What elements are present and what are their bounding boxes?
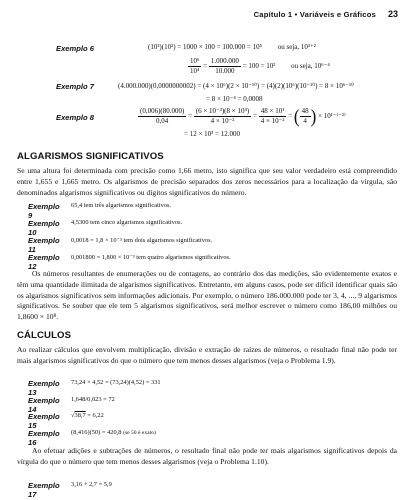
example-8-line1 (138, 107, 346, 126)
example-6-aside2: ou seja, 10⁶⁻⁴ (291, 62, 330, 71)
example-label: Exemplo 13 (28, 379, 60, 397)
example-note: (se 50 é exato) (123, 430, 156, 436)
numerator: 48 (301, 107, 309, 115)
numerator: 48 × 10¹ (259, 107, 287, 117)
example-label: Exemplo 12 (28, 253, 60, 271)
example-label: Exemplo 15 (28, 412, 60, 430)
radicand: 38,7 (74, 412, 86, 419)
equals: = (203, 62, 208, 71)
example-label: Exemplo 9 (28, 202, 60, 220)
chapter-title: Capítulo 1 • Variáveis e Gráficos (253, 10, 376, 19)
denominator: 10⁴ (190, 67, 200, 75)
running-header (0, 10, 404, 24)
example-8-tail: × 10¹⁻⁽⁻²⁾ (318, 112, 346, 121)
example-label: Exemplo 17 (28, 481, 60, 499)
example-6-eq1: (10³)(10²) = 1000 × 100 = 100.000 = 10⁵ (148, 43, 263, 51)
example-7-line1: (4.000.000)(0,0000000002) = (4 × 10⁶)(2 × 10⁻¹⁰) = (4)(2)(10⁶)(10⁻¹⁰) = 8 × 10⁶⁻¹⁰ (118, 82, 354, 90)
paragraph-calculations: Ao realizar cálculos que envolvem multiplicação, divisão e extração de raízes de números, o resultado final não pode ter mais algarismos significativos do que o número que tem menos desses algarismos (veja o Problema 1.9). (17, 345, 397, 365)
example-6-aside1: ou seja, 10³⁺² (277, 43, 316, 51)
section-title-significant-figures: ALGARISMOS SIGNIFICATIVOS (17, 151, 164, 162)
example-text: 73,24 × 4,52 = (73,24)(4,52) = 331 (71, 379, 161, 386)
example-8-line2: = 12 × 10³ = 12.000 (184, 130, 240, 138)
example-text: 0,001800 = 1,800 × 10⁻³ tem quatro algarismos significativos. (71, 254, 231, 261)
fraction (194, 107, 251, 126)
example-text (71, 412, 104, 419)
denominator: 4 × 10⁻² (260, 117, 285, 125)
numerator: (0,006)(80.000) (140, 107, 185, 115)
example-7-line2: = 8 × 10⁻⁴ = 0,0008 (206, 95, 263, 103)
numerator: (6 × 10⁻³)(8 × 10⁴) (195, 107, 250, 115)
example-6-line2 (188, 57, 330, 76)
example-text (71, 429, 156, 436)
example-6-label: Exemplo 6 (56, 44, 94, 53)
example-equation: (8,416)(50) = 420,8 (71, 429, 122, 436)
fraction (209, 57, 241, 76)
equals: = (188, 112, 193, 121)
sqrt-result: = 6,22 (85, 412, 104, 419)
equals: = (253, 112, 257, 121)
right-paren: ) (310, 106, 317, 127)
denominator: 10.000 (215, 67, 235, 75)
example-6-result: = 100 = 10² (242, 62, 276, 71)
numerator: 1.000.000 (210, 57, 239, 65)
denominator: 0,04 (156, 117, 169, 125)
equals: = (288, 112, 293, 121)
example-label: Exemplo 16 (28, 429, 60, 447)
fraction (259, 107, 287, 126)
section-title-calculations: CÁLCULOS (17, 330, 72, 341)
example-text: 65,4 tem três algarismos significativos. (71, 202, 172, 209)
left-paren: ( (293, 106, 300, 127)
example-7-label: Exemplo 7 (56, 82, 94, 91)
example-8-label: Exemplo 8 (56, 113, 94, 122)
fraction (138, 107, 186, 126)
example-text: 0,0018 = 1,8 × 10⁻³ tem dois algarismos significativos. (71, 237, 213, 244)
paragraph-addition: Ao efetuar adições e subtrações de números, o resultado final não pode ter mais algarismos significativos depois da vírgula do que o número que tem menos desses algarismos (veja o Problema 1.10). (17, 446, 397, 466)
example-label: Exemplo 11 (28, 236, 60, 254)
example-text: 1,648/0,023 = 72 (71, 396, 115, 403)
example-text: 4,5300 tem cinco algarismos significativos. (71, 219, 183, 226)
numerator: 10⁶ (190, 57, 200, 65)
fraction (188, 57, 201, 76)
denominator: 4 (303, 117, 307, 125)
page-number: 23 (387, 9, 398, 19)
paragraph-significant-figures: Se uma altura foi determinada com precisão como 1,66 metro, isto significa que seu valor verdadeiro está compreendido entre 1,655 e 1,665 metro. Os algarismos de precisão separados dos zeros necessários para a localização da vírgula, são denominados algarismos significativos ou dígitos significativos do número. (17, 166, 397, 197)
example-text: 3,16 + 2,7 = 5,9 (71, 481, 112, 488)
example-label: Exemplo 10 (28, 219, 60, 237)
denominator: 4 × 10⁻² (210, 117, 235, 125)
example-label: Exemplo 14 (28, 396, 60, 414)
sqrt-symbol: √ (71, 412, 75, 419)
paragraph-counting-numbers: Os números resultantes de enumerações ou de contagens, ao contrário dos das medições, são evidentemente exatos e têm uma quantidade ilimitada de algarismos significativos. Entretanto, em alguns casos, pode ser difícil identificar quais são os algarismos significativos sem informações adicionais. Por exemplo, o número 186.000.000 pode ter 3, 4, ..., 9 algarismos significativos. Se souber que ele tem 5 algarismos significativos, será melhor escrever o número como 186,00 milhões ou 1,8600 × 10⁸. (17, 269, 397, 322)
example-6-line1 (148, 43, 316, 51)
fraction (300, 107, 311, 126)
